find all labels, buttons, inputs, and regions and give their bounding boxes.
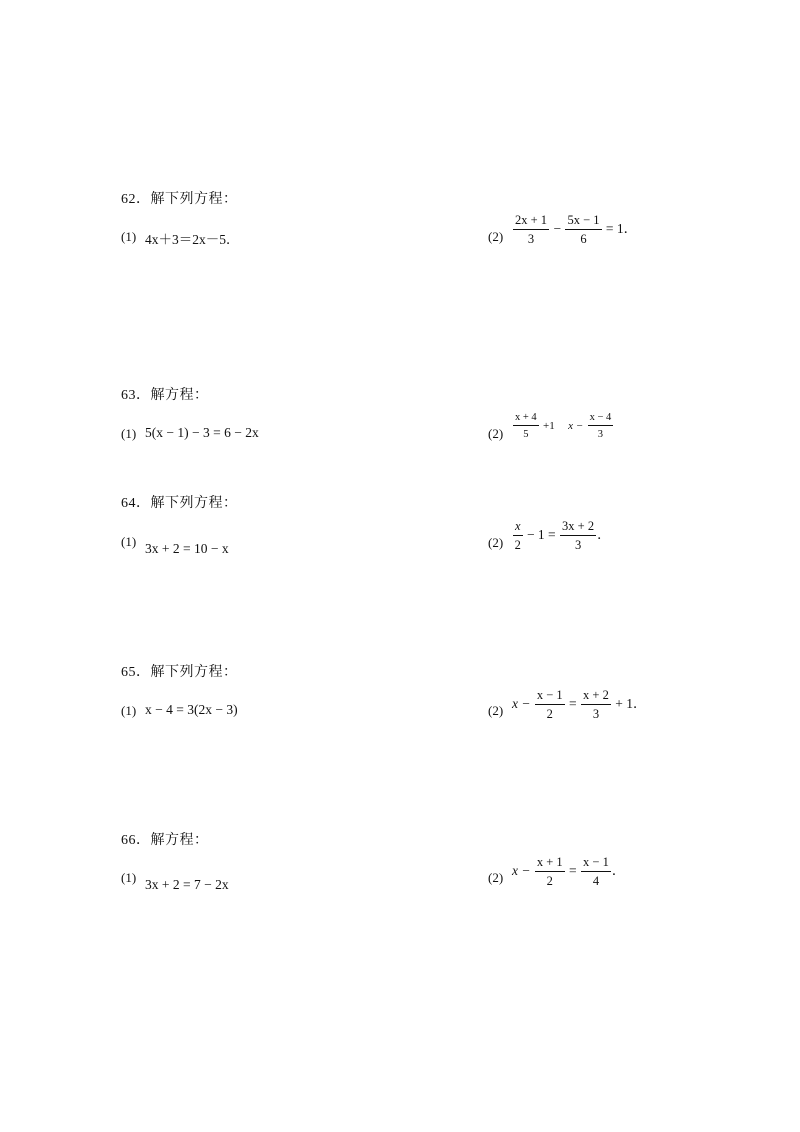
denominator: 3 xyxy=(574,538,582,552)
period: ． xyxy=(611,863,626,879)
problem-63-part1-label: (1) xyxy=(121,426,137,441)
numerator: x + 1 xyxy=(535,855,565,872)
problem-65-part1-equation: x − 4 = 3(2x − 3) xyxy=(145,702,238,717)
problem-64-part1-label: (1) xyxy=(121,534,137,549)
fraction xyxy=(588,411,614,441)
fraction xyxy=(513,411,539,441)
numerator: 3x + 2 xyxy=(560,519,596,536)
problem-66-part2-equation xyxy=(512,855,625,889)
period: ． xyxy=(623,221,638,237)
problem-62-part2-equation xyxy=(512,213,637,247)
equals-sign: = xyxy=(569,863,577,879)
problem-66-part1-label: (1) xyxy=(121,870,137,885)
numerator: 2x + 1 xyxy=(513,213,549,230)
denominator: 5 xyxy=(523,429,529,440)
denominator: 6 xyxy=(580,232,587,246)
plus-one: +1 xyxy=(543,420,555,433)
problem-62-part2-label: (2) xyxy=(488,229,504,244)
equation-rhs: = 1 xyxy=(605,221,624,237)
x-minus: x − xyxy=(512,863,531,879)
fraction xyxy=(513,519,523,553)
problem-65-part2-label: (2) xyxy=(488,703,504,718)
denominator: 3 xyxy=(592,707,600,721)
period: ． xyxy=(597,527,611,543)
fraction xyxy=(560,519,596,553)
minus-sign: − xyxy=(553,221,562,237)
numerator: x − 1 xyxy=(535,688,565,705)
problem-65-part1-label: (1) xyxy=(121,703,137,718)
problem-62-title: 62．解下列方程： xyxy=(121,192,238,207)
fraction xyxy=(581,855,611,889)
problem-62-part1-equation: 4x＋3＝2x－5． xyxy=(145,232,240,247)
numerator: 5x − 1 xyxy=(565,213,601,230)
denominator: 3 xyxy=(597,429,604,440)
problem-64-part1-equation: 3x + 2 = 10 − x xyxy=(145,541,229,556)
numerator: x − 1 xyxy=(581,855,611,872)
fraction xyxy=(513,213,549,247)
numerator: x + 4 xyxy=(513,411,539,426)
problem-64-part2-label: (2) xyxy=(488,535,504,550)
fraction xyxy=(581,688,611,722)
x-minus: x − xyxy=(568,420,584,433)
denominator: 2 xyxy=(546,707,553,721)
denominator: 2 xyxy=(546,874,553,888)
minus-one-equals: − 1 = xyxy=(526,527,556,543)
equals-sign: = xyxy=(569,696,577,712)
problem-66-title: 66．解方程： xyxy=(121,833,209,848)
problem-63-part2-label: (2) xyxy=(488,426,504,441)
numerator: x − 4 xyxy=(588,411,614,426)
problem-65-title: 65．解下列方程： xyxy=(121,665,238,680)
denominator: 4 xyxy=(592,874,600,888)
problem-66-part2-label: (2) xyxy=(488,870,504,885)
fraction xyxy=(565,213,601,247)
x-minus: x − xyxy=(512,696,531,712)
denominator: 3 xyxy=(527,232,535,246)
problem-63-part1-equation: 5(x − 1) − 3 = 6 − 2x xyxy=(145,425,259,440)
fraction xyxy=(535,855,565,889)
problem-64-part2-equation xyxy=(512,519,611,553)
denominator: 2 xyxy=(514,538,521,552)
problem-65-part2-equation xyxy=(512,688,646,722)
numerator: x xyxy=(513,519,523,536)
problem-63-title: 63．解方程： xyxy=(121,388,209,403)
problem-63-part2-equation xyxy=(512,411,614,441)
numerator: x + 2 xyxy=(581,688,611,705)
problem-64-title: 64．解下列方程： xyxy=(121,496,238,511)
fraction xyxy=(535,688,565,722)
problem-66-part1-equation: 3x + 2 = 7 − 2x xyxy=(145,877,229,892)
plus-one: + 1 xyxy=(615,696,633,712)
problem-62-part1-label: (1) xyxy=(121,229,137,244)
period: ． xyxy=(632,696,647,712)
